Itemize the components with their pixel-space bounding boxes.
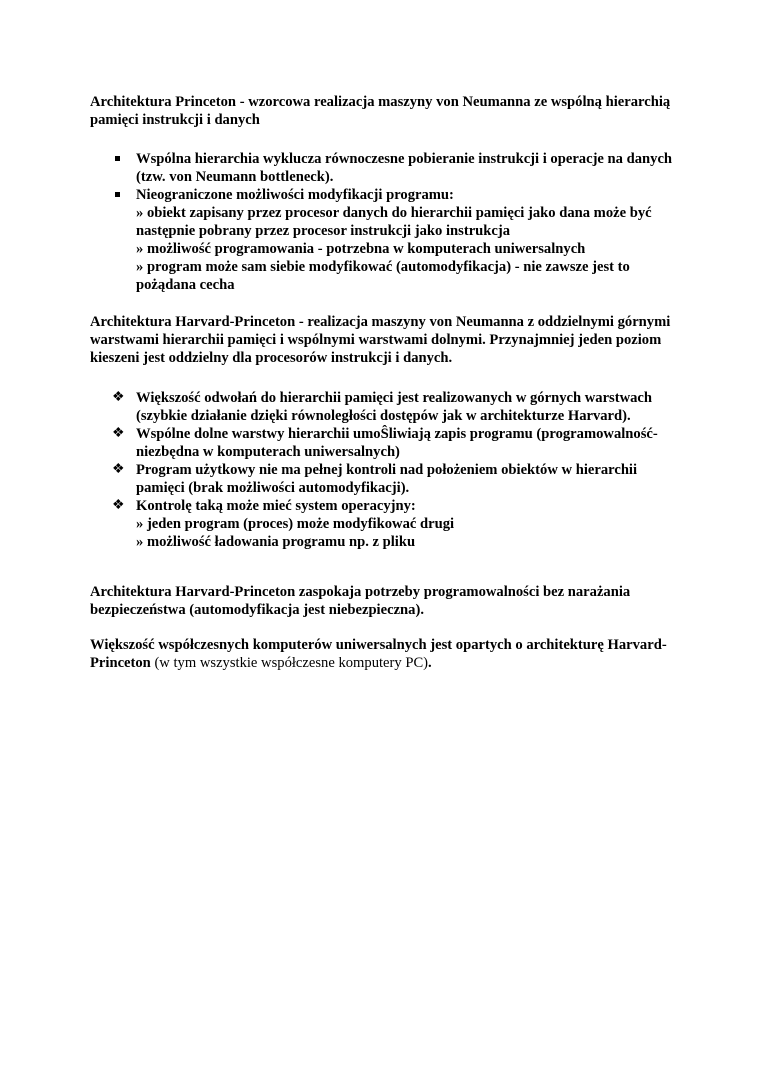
sub-item: » możliwość programowania - potrzebna w komputerach uniwersalnych	[136, 241, 586, 257]
list-item	[0, 497, 760, 551]
statement-bold-text: Większość współczesnych komputerów uniwersalnych jest opartych o architekturę Harvard-Princeton	[90, 637, 667, 671]
list-item-text: Wspólna hierarchia wyklucza równoczesne pobieranie instrukcji i operacje na danych (tzw. von Neumann bottleneck).	[136, 151, 673, 185]
square-bullet-icon	[115, 156, 120, 161]
statement-parenthetical: (w tym wszystkie współczesne komputery PC)	[150, 655, 429, 671]
list-item-heading: Kontrolę taką może mieć system operacyjny:	[136, 498, 416, 514]
princeton-architecture-heading: Architektura Princeton - wzorcowa realizacja maszyny von Neumanna ze wspólną hierarchią pamięci instrukcji i danych	[90, 94, 671, 128]
harvard-princeton-definition: Architektura Harvard-Princeton - realizacja maszyny von Neumanna z oddzielnymi górnymi warstwami hierarchii pamięci i wspólnymi warstwami dolnymi. Przynajmniej jeden poziom kieszeni jest oddzielny dla procesorów instrukcji i danych.	[90, 314, 671, 366]
statement-period: .	[428, 655, 432, 671]
list-item	[0, 389, 760, 425]
diamond-bullet-icon: ❖	[112, 426, 125, 441]
harvard-princeton-conclusion: Architektura Harvard-Princeton zaspokaja potrzeby programowalności bez narażania bezpieczeństwa (automodyfikacja jest niebezpieczna).	[90, 584, 631, 618]
harvard-princeton-properties-list	[0, 389, 760, 551]
sub-item: » możliwość ładowania programu np. z pliku	[136, 534, 416, 550]
diamond-bullet-icon: ❖	[112, 390, 125, 405]
square-bullet-icon	[115, 192, 120, 197]
list-item	[0, 150, 760, 186]
list-item-text: Większość odwołań do hierarchii pamięci jest realizowanych w górnych warstwach (szybkie działanie dzięki równoległości dostępów jak w architekturze Harvard).	[136, 390, 653, 424]
list-item	[0, 425, 760, 461]
list-item-heading: Nieograniczone możliwości modyfikacji programu:	[136, 187, 454, 203]
list-item-text: Wspólne dolne warstwy hierarchii umoŜliwiają zapis programu (programowalność- niezbędna w komputerach uniwersalnych)	[136, 426, 658, 460]
sub-item: » jeden program (proces) może modyfikować drugi	[136, 516, 455, 532]
sub-item: » program może sam siebie modyfikować (automodyfikacja) - nie zawsze jest to pożądana cecha	[136, 259, 630, 293]
diamond-bullet-icon: ❖	[112, 462, 125, 477]
list-item	[0, 186, 760, 294]
princeton-properties-list	[0, 150, 760, 294]
list-item-text	[136, 186, 676, 294]
diamond-bullet-icon: ❖	[112, 498, 125, 513]
list-item-text	[136, 497, 676, 551]
sub-item: » obiekt zapisany przez procesor danych do hierarchii pamięci jako dana może być następnie pobrany przez procesor instrukcji jako instrukcja	[136, 205, 652, 239]
list-item	[0, 461, 760, 497]
modern-computers-statement	[90, 636, 680, 672]
list-item-text: Program użytkowy nie ma pełnej kontroli nad położeniem obiektów w hierarchii pamięci (brak możliwości automodyfikacji).	[136, 462, 638, 496]
